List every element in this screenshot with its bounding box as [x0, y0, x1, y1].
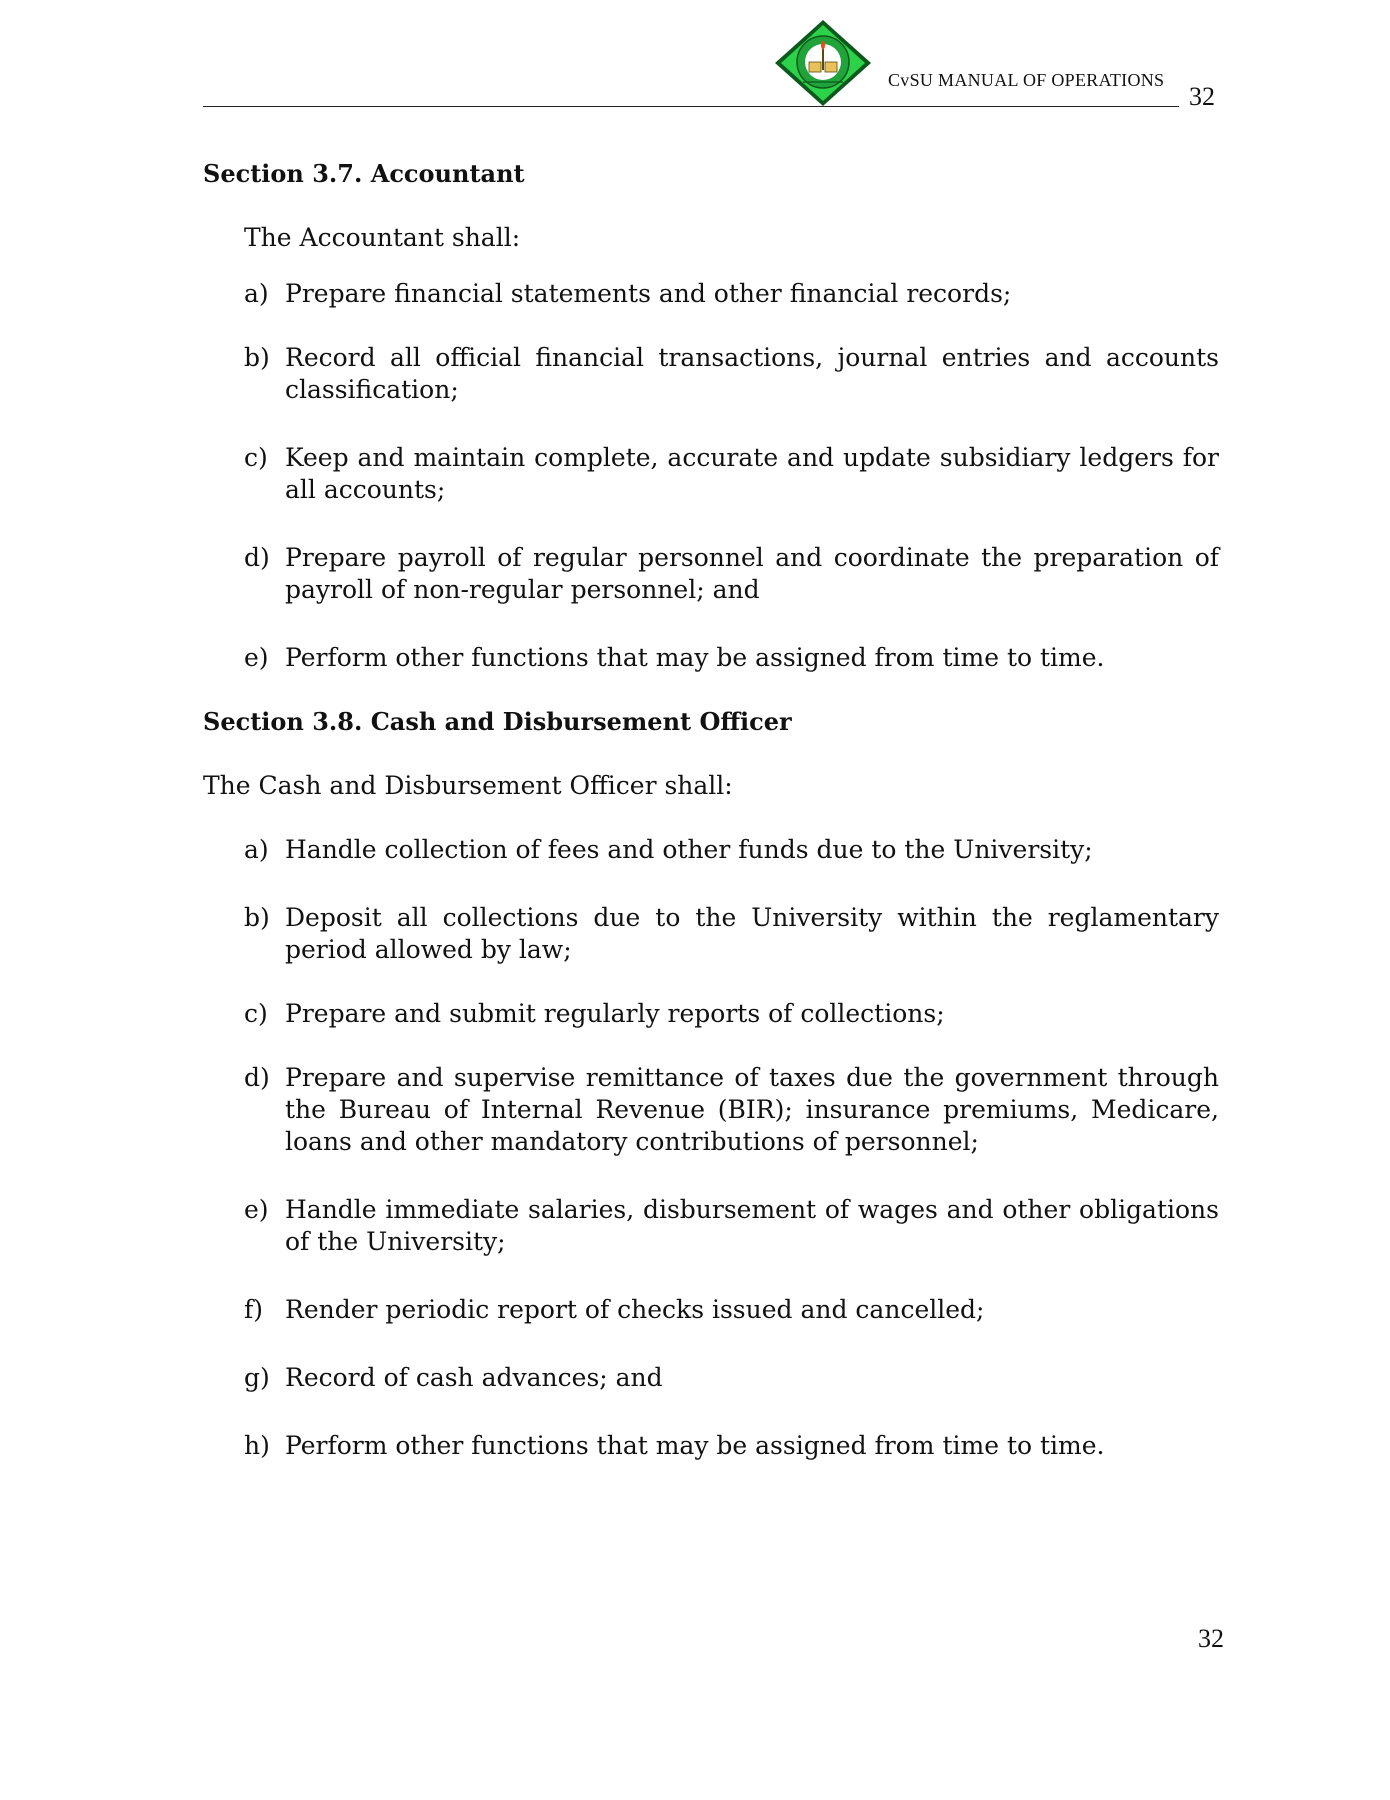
item-marker: h)	[244, 1431, 270, 1460]
item-text: Perform other functions that may be assigned from time to time.	[285, 1431, 1105, 1460]
section-intro: The Cash and Disbursement Officer shall:	[203, 771, 733, 800]
item-marker: c)	[244, 999, 268, 1028]
item-text: Prepare payroll of regular personnel and coordinate the preparation of payroll of non-regular personnel; and	[285, 543, 1219, 604]
section-heading: Section 3.8. Cash and Disbursement Officer	[203, 707, 792, 736]
item-text: Handle immediate salaries, disbursement of wages and other obligations of the University;	[285, 1195, 1219, 1256]
list-item	[244, 998, 1219, 1030]
list-item	[244, 1294, 1219, 1326]
list-item	[244, 342, 1219, 406]
footer-page-number: 32	[1198, 1624, 1224, 1653]
university-seal-icon	[773, 18, 873, 108]
item-marker: c)	[244, 443, 268, 472]
item-marker: d)	[244, 543, 270, 572]
duties-list	[203, 278, 1219, 674]
list-item	[244, 1062, 1219, 1158]
list-item	[244, 642, 1219, 674]
item-text: Record of cash advances; and	[285, 1363, 663, 1392]
list-item	[244, 278, 1219, 310]
list-item	[244, 902, 1219, 966]
document-body	[203, 158, 1219, 1462]
item-text: Render periodic report of checks issued and cancelled;	[285, 1295, 985, 1324]
section-intro: The Accountant shall:	[244, 223, 521, 252]
list-item	[244, 1362, 1219, 1394]
item-marker: b)	[244, 343, 270, 372]
header-rule	[203, 106, 1179, 107]
list-item	[244, 542, 1219, 606]
item-text: Deposit all collections due to the University within the reglamentary period allowed by law;	[285, 903, 1219, 964]
list-item	[244, 1430, 1219, 1462]
item-text: Handle collection of fees and other funds due to the University;	[285, 835, 1093, 864]
item-marker: e)	[244, 1195, 269, 1224]
duties-list	[203, 834, 1219, 1462]
section-heading: Section 3.7. Accountant	[203, 159, 525, 188]
page-header	[203, 18, 1219, 110]
item-text: Prepare and supervise remittance of taxes due the government through the Bureau of Internal Revenue (BIR); insurance premiums, Medicare, loans and other mandatory contributions of personnel;	[285, 1063, 1219, 1156]
item-text: Record all official financial transactions, journal entries and accounts classification;	[285, 343, 1219, 404]
list-item	[244, 1194, 1219, 1258]
item-marker: a)	[244, 279, 269, 308]
item-marker: e)	[244, 643, 269, 672]
item-text: Prepare and submit regularly reports of collections;	[285, 999, 945, 1028]
header-title: CvSU MANUAL OF OPERATIONS	[888, 70, 1165, 90]
item-text: Keep and maintain complete, accurate and update subsidiary ledgers for all accounts;	[285, 443, 1219, 504]
item-marker: a)	[244, 835, 269, 864]
item-marker: f)	[244, 1295, 264, 1324]
list-item	[244, 834, 1219, 866]
item-text: Prepare financial statements and other financial records;	[285, 279, 1012, 308]
header-page-number: 32	[1189, 82, 1215, 111]
item-marker: b)	[244, 903, 270, 932]
item-marker: g)	[244, 1363, 270, 1392]
item-marker: d)	[244, 1063, 270, 1092]
item-text: Perform other functions that may be assigned from time to time.	[285, 643, 1105, 672]
list-item	[244, 442, 1219, 506]
